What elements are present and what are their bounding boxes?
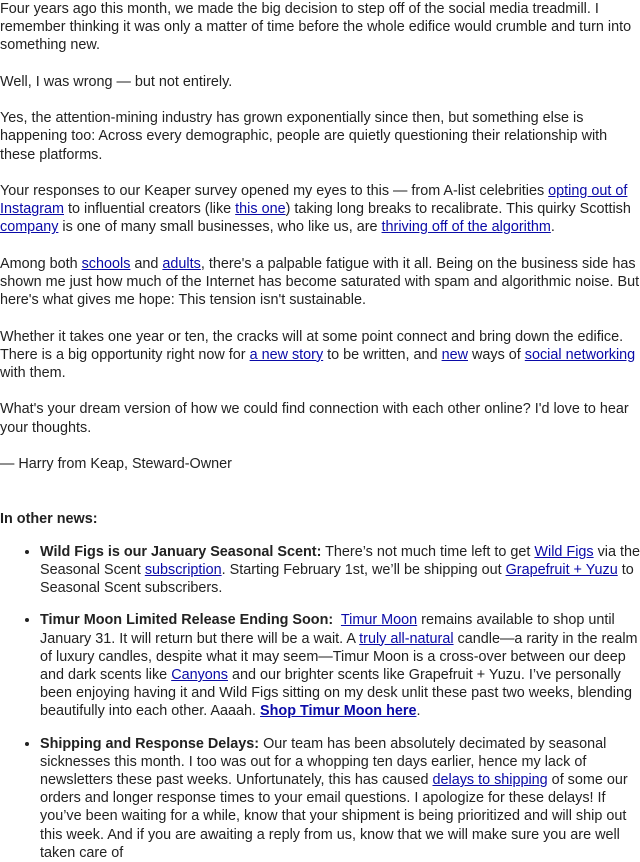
- text-span: to Seasonal Scent subscribers.: [40, 561, 634, 597]
- text-span: Among both: [0, 255, 82, 272]
- shipping-delays-link[interactable]: delays to shipping: [432, 772, 548, 788]
- subscription-link[interactable]: subscription: [144, 561, 222, 578]
- news-item-title: Wild Figs is our January Seasonal Scent:: [40, 543, 322, 560]
- news-list: [0, 543, 640, 862]
- social-networking-link[interactable]: social networking: [524, 346, 636, 363]
- attention-paragraph: Yes, the attention-mining industry has grown exponentially since then, but something else is happening too: Across every demographic, people are quietly questioning their relationship with these platforms.: [0, 110, 608, 163]
- news-item-timur-moon: [40, 611, 640, 720]
- new-story-link[interactable]: a new story: [249, 346, 324, 363]
- text-span: Your responses to our Keaper survey opened my eyes to this — from A-list celebrities: [0, 182, 549, 199]
- news-item-title: Timur Moon Limited Release Ending Soon:: [40, 612, 334, 629]
- timur-moon-link[interactable]: Timur Moon: [340, 612, 418, 629]
- text-span: ways of: [467, 346, 525, 363]
- text-span: There’s not much time left to get: [321, 543, 535, 560]
- text-span: remains available to shop until January 31. It will return but there will be a wait. A: [40, 612, 615, 647]
- text-span: Whether it takes one year or ten, the cracks will at some point connect and bring down the edifice. There is a big opportunity right now for: [0, 328, 624, 363]
- text-span: to be written, and: [323, 346, 442, 363]
- wrong-paragraph: Well, I was wrong — but not entirely.: [0, 73, 233, 90]
- text-span: candle—a rarity in the realm of luxury candles, despite what it may seem—Timur Moon is a cross-over between our deep and dark scents like: [40, 630, 638, 683]
- text-span: .: [416, 703, 421, 720]
- news-item-wild-figs: [40, 543, 640, 598]
- signature: — Harry from Keap, Steward-Owner: [0, 455, 232, 472]
- text-span: via the Seasonal Scent: [40, 543, 640, 578]
- section-spacer: [0, 473, 640, 509]
- survey-paragraph: [0, 182, 640, 237]
- text-span: , there's a palpable fatigue with it all. Being on the business side has shown me just how much of the Internet has become saturated with spam and algorithmic noise. But here's what gives me hope: This tension isn't sustainable.: [0, 255, 640, 309]
- text-span: . Starting February 1st, we’ll be shipping out: [221, 561, 506, 578]
- company-link[interactable]: company: [0, 219, 59, 236]
- text-span: of some our orders and longer response times to your email questions. I apologize for these delays! If you’ve been waiting for a while, know that your shipment is being prioritized and will ship out this week. And if you are awaiting a reply from us, know that we will make sure you are well taken care of: [40, 772, 628, 861]
- adults-link[interactable]: adults: [162, 255, 201, 272]
- thriving-link[interactable]: thriving off of the algorithm: [381, 219, 551, 236]
- shop-timur-moon-link[interactable]: Shop Timur Moon here: [260, 703, 417, 720]
- schools-link[interactable]: schools: [81, 255, 131, 272]
- text-span: ) taking long breaks to recalibrate. This quirky Scottish: [285, 201, 631, 218]
- opportunity-paragraph: [0, 328, 640, 383]
- grapefruit-yuzu-link[interactable]: Grapefruit + Yuzu: [505, 561, 618, 578]
- text-span: with them.: [0, 364, 66, 381]
- dream-paragraph: What's your dream version of how we could find connection with each other online? I'd love to hear your thoughts.: [0, 401, 629, 436]
- this-one-link[interactable]: this one: [235, 201, 286, 218]
- text-span: .: [550, 219, 555, 236]
- new-link[interactable]: new: [441, 346, 468, 363]
- all-natural-link[interactable]: truly all-natural: [359, 630, 454, 647]
- news-item-title: Shipping and Response Delays:: [40, 735, 260, 752]
- news-item-shipping: [40, 735, 640, 862]
- fatigue-paragraph: [0, 255, 640, 310]
- text-span: is one of many small businesses, who like us, are: [58, 219, 382, 236]
- news-heading: In other news:: [0, 510, 98, 527]
- opting-out-link[interactable]: opting out of Instagram: [0, 182, 628, 218]
- text-span: [333, 612, 341, 628]
- intro-paragraph: Four years ago this month, we made the big decision to step off of the social media treadmill. I remember thinking it was only a matter of time before the whole edifice would crumble and turn into something new.: [0, 1, 632, 54]
- text-span: Our team has been absolutely decimated by seasonal sicknesses this month. I too was out for a whopping ten days earlier, hence my lack of newsletters these past weeks. Unfortunately, this has caused: [40, 735, 607, 788]
- wild-figs-link[interactable]: Wild Figs: [534, 543, 594, 560]
- text-span: and: [130, 255, 163, 272]
- canyons-link[interactable]: Canyons: [171, 666, 228, 683]
- text-span: and our brighter scents like Grapefruit + Yuzu. I’ve personally been enjoying having it and Wild Figs sitting on my desk unlit these past two weeks, blending beautifully into each other. Aaaah.: [40, 666, 632, 720]
- text-span: to influential creators (like: [64, 201, 236, 218]
